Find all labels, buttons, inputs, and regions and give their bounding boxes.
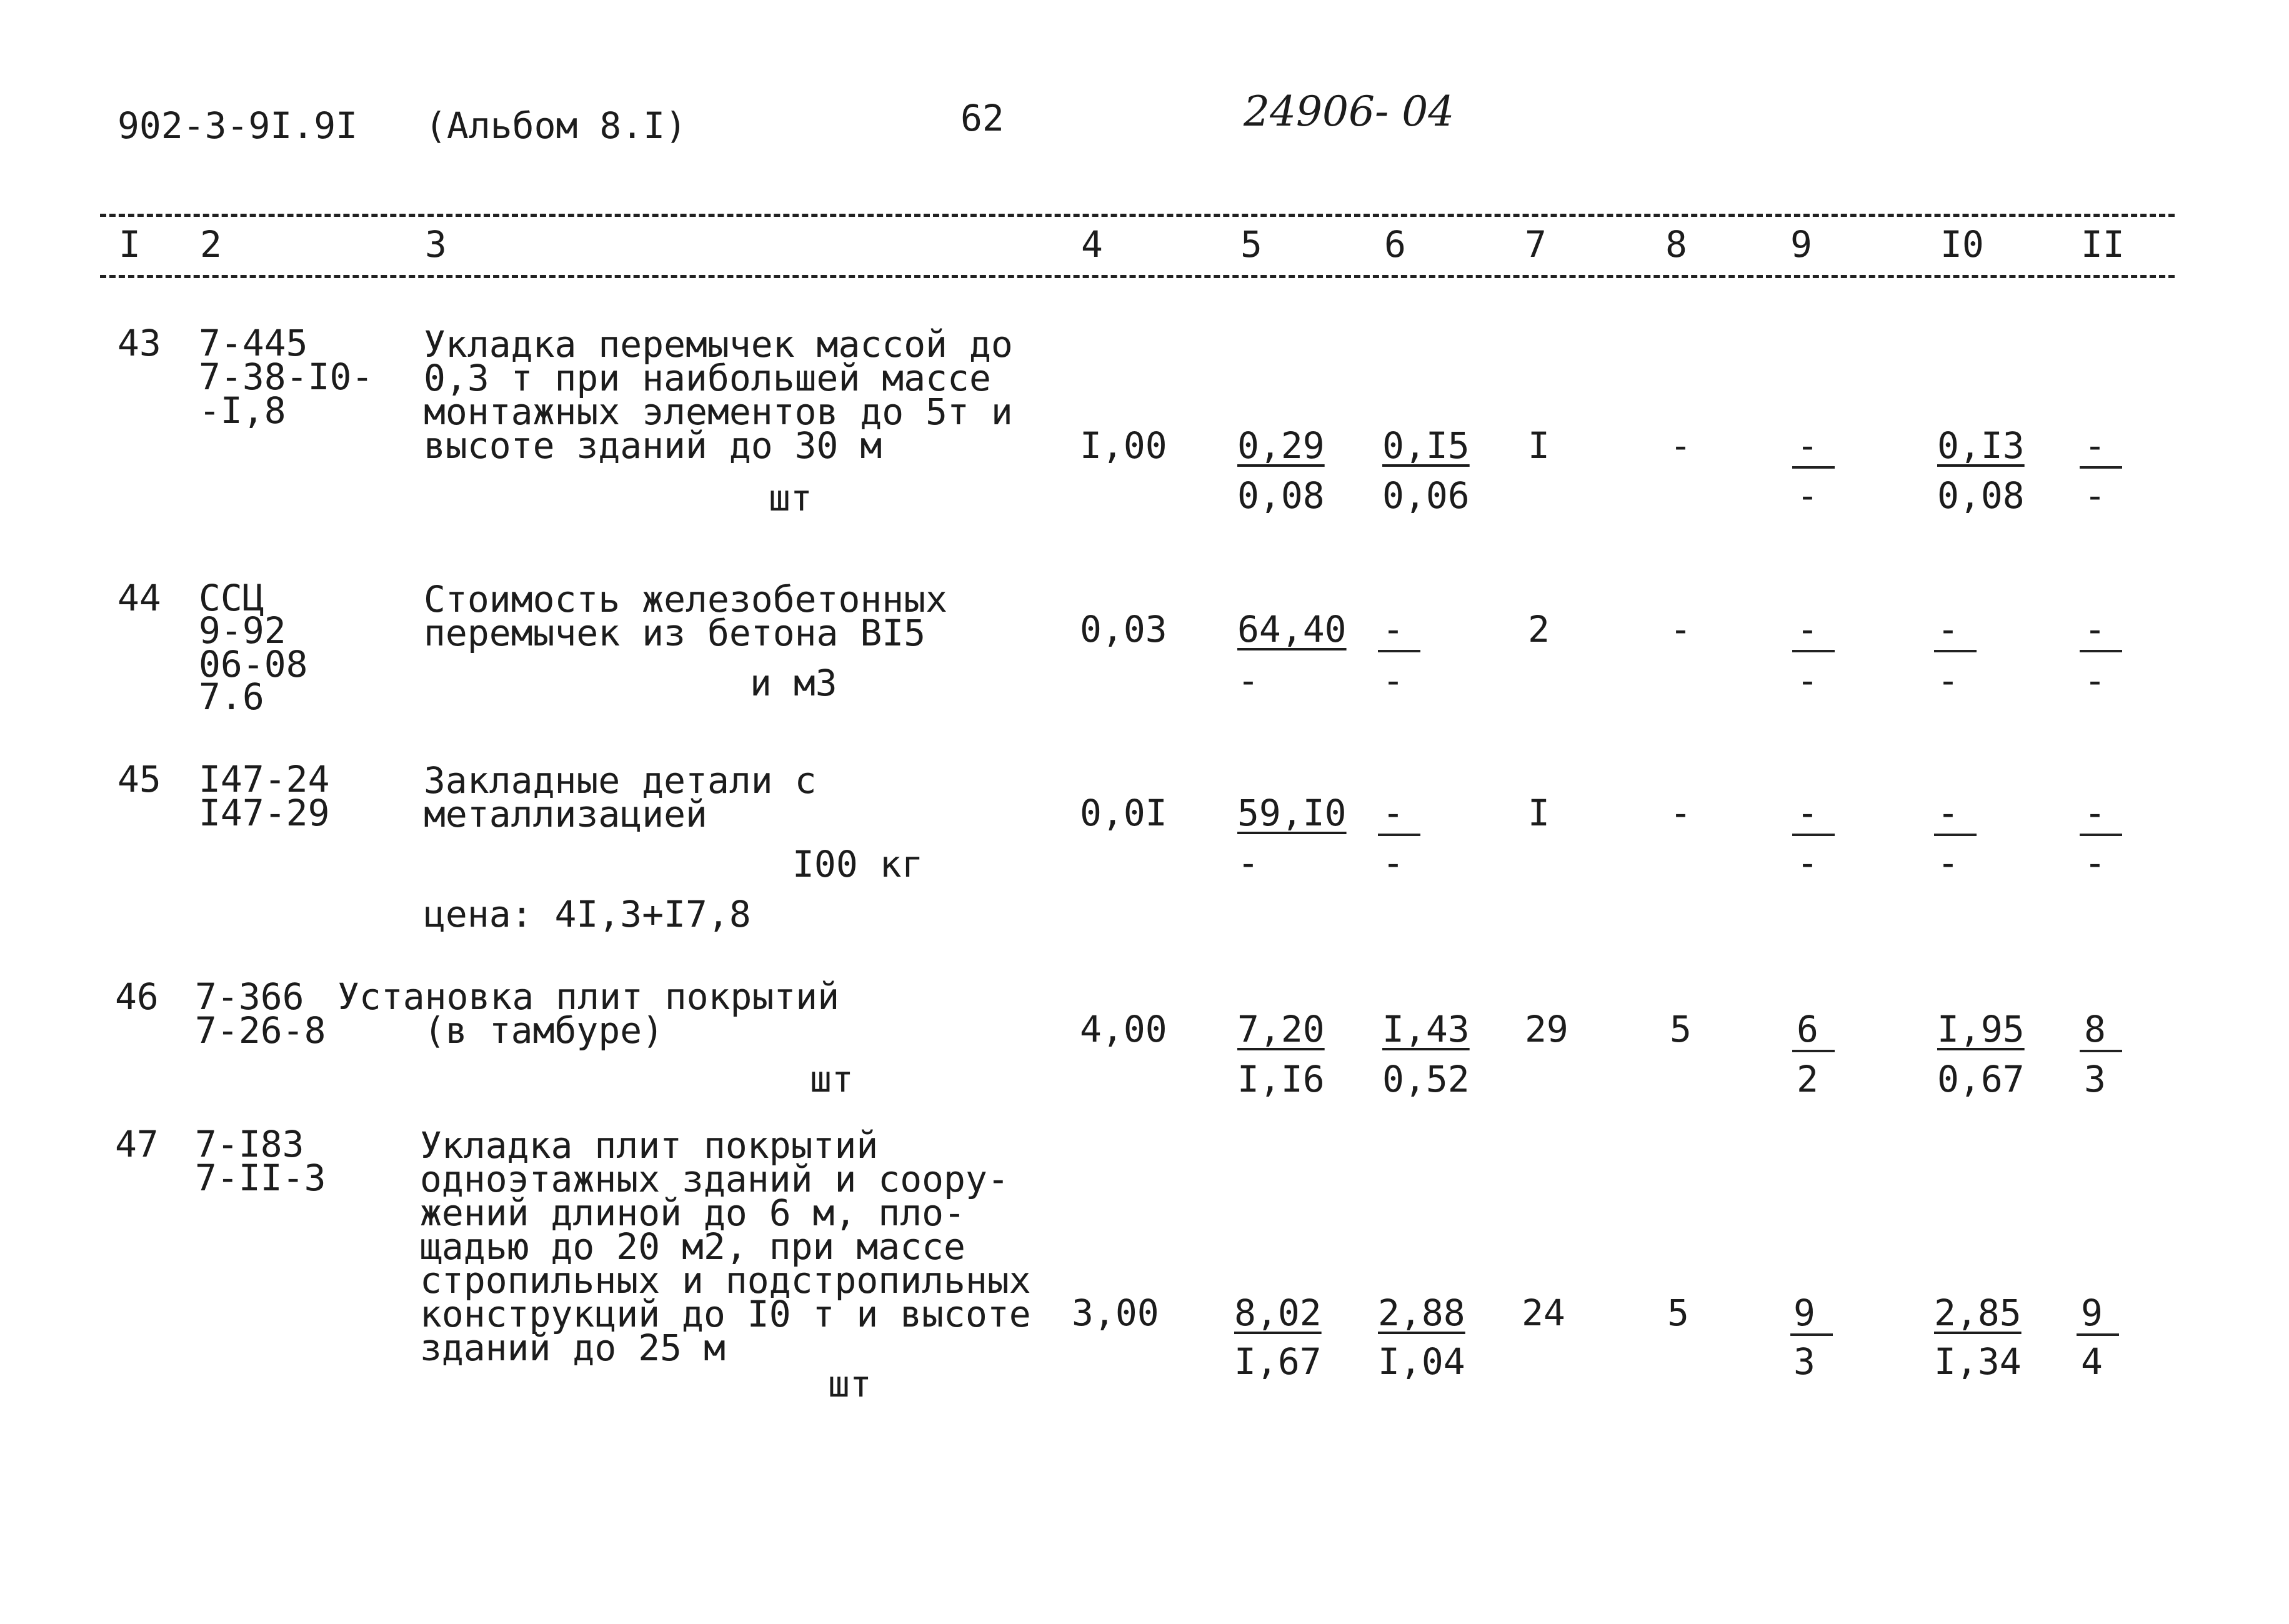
col5-top: 8,02 [1234,1292,1322,1334]
col-header-8: 8 [1665,223,1687,266]
col-header-2: 2 [200,223,222,266]
col6-bottom: - [1382,659,1404,702]
row-number: 44 [117,577,161,619]
unit: и м3 [750,662,837,704]
col9-fraction-line [1790,1333,1833,1336]
col10-top: - [1937,792,1959,834]
col7: 29 [1525,1008,1568,1050]
code-line: 7-445 [199,322,308,364]
col10-bottom: I,34 [1934,1340,2022,1383]
col11-top: 8 [2084,1008,2106,1050]
quantity: I,00 [1080,424,1167,467]
col11-bottom: - [2084,842,2106,884]
code-line: 06-08 [199,643,308,685]
col10-bottom: - [1937,842,1959,884]
col10-fraction-line [1934,834,1977,836]
col6-fraction-line [1378,650,1420,652]
quantity: 4,00 [1080,1008,1167,1050]
col6-bottom: 0,52 [1382,1058,1470,1100]
col5-bottom: - [1237,659,1259,702]
col-header-7: 7 [1525,223,1547,266]
code-line: ССЦ [199,577,264,619]
col11-top: 9 [2081,1292,2103,1334]
unit: шт [828,1363,872,1405]
col11-fraction-line [2077,1333,2119,1336]
col6-bottom: - [1382,842,1404,884]
col9-fraction-line [1792,650,1835,652]
col8: - [1670,608,1692,650]
description-line: щадью до 20 м2, при массе [420,1225,965,1268]
description-line: монтажных элементов до 5т и [424,391,1013,433]
description-line: Укладка плит покрытий [420,1124,879,1167]
col5-top: 64,40 [1237,608,1347,650]
col10-top: I,95 [1937,1008,2025,1050]
col11-fraction-line [2080,834,2122,836]
header-top-rule [100,214,2175,217]
col11-bottom: - [2084,659,2106,702]
description-line: Закладные детали с [424,759,817,802]
col-header-3: 3 [425,223,447,266]
col5-bottom: - [1237,842,1259,884]
col9-bottom: 3 [1793,1340,1815,1383]
col7: I [1528,424,1550,467]
page-number: 62 [960,97,1004,139]
col5-top: 7,20 [1237,1008,1325,1050]
code-line: 7-366 [195,975,304,1018]
code-line: 7-I83 [195,1123,304,1165]
description-line: Стоимость железобетонных [424,578,948,620]
col10-top: 2,85 [1934,1292,2022,1334]
col5-top: 0,29 [1237,424,1325,467]
col11-fraction-line [2080,650,2122,652]
description-line: (в тамбуре) [424,1009,664,1052]
quantity: 0,0I [1080,792,1167,834]
description-line: металлизацией [424,793,707,835]
col-header-9: 9 [1790,223,1812,266]
col6-bottom: 0,06 [1382,474,1470,517]
code-line: 7-II-3 [195,1157,326,1199]
col-header-11: II [2081,223,2125,266]
col9-top: 9 [1793,1292,1815,1334]
col8: - [1670,792,1692,834]
code-line: I47-24 [199,758,330,800]
description-line: Установка плит покрытий [337,975,840,1018]
unit: I00 кг [792,843,924,885]
col8: 5 [1670,1008,1692,1050]
col6-fraction-line [1378,834,1420,836]
col5-bottom: I,I6 [1237,1058,1325,1100]
col9-bottom: 2 [1797,1058,1818,1100]
col-header-4: 4 [1081,223,1103,266]
row-number: 43 [117,322,161,364]
col6-top: 2,88 [1378,1292,1465,1334]
col7: I [1528,792,1550,834]
col11-bottom: - [2084,474,2106,517]
description-line: конструкций до I0 т и высоте [420,1293,1031,1335]
quantity: 0,03 [1080,608,1167,650]
col9-bottom: - [1797,842,1818,884]
code-line: 9-92 [199,609,286,652]
col9-fraction-line [1792,466,1835,469]
col6-top: - [1382,608,1404,650]
code-line: 7.6 [199,675,264,718]
col9-bottom: - [1797,659,1818,702]
col5-top: 59,I0 [1237,792,1347,834]
col11-bottom: 4 [2081,1340,2103,1383]
col5-bottom: 0,08 [1237,474,1325,517]
col10-fraction-line [1934,650,1977,652]
col-header-10: I0 [1940,223,1984,266]
row-number: 45 [117,758,161,800]
unit: шт [810,1058,854,1100]
col6-top: - [1382,792,1404,834]
quantity: 3,00 [1072,1292,1159,1334]
unit: шт [769,477,812,519]
col-header-5: 5 [1240,223,1262,266]
col8: 5 [1667,1292,1689,1334]
album-label: (Альбом 8.I) [425,104,687,147]
col8: - [1670,424,1692,467]
description-line: стропильных и подстропильных [420,1259,1031,1302]
col9-bottom: - [1797,474,1818,517]
code-line: I47-29 [199,792,330,834]
row-number: 46 [115,975,159,1018]
description-line: зданий до 25 м [420,1327,726,1369]
col10-bottom: 0,67 [1937,1058,2025,1100]
col9-fraction-line [1792,1050,1835,1052]
col9-top: - [1797,424,1818,467]
col9-fraction-line [1792,834,1835,836]
col10-top: - [1937,608,1959,650]
description-line: Укладка перемычек массой до [424,323,1013,366]
col7: 24 [1522,1292,1565,1334]
code-line: -I,8 [199,389,286,432]
col7: 2 [1528,608,1550,650]
col10-bottom: - [1937,659,1959,702]
col11-fraction-line [2080,466,2122,469]
col11-top: - [2084,792,2106,834]
code-line: 7-26-8 [195,1009,326,1052]
col5-bottom: I,67 [1234,1340,1322,1383]
col11-bottom: 3 [2084,1058,2106,1100]
description-line: высоте зданий до 30 м [424,424,882,467]
description-line: 0,3 т при наибольшей массе [424,357,991,399]
description-line: жений длиной до 6 м, пло- [420,1192,965,1234]
col10-top: 0,I3 [1937,424,2025,467]
code-line: 7-38-I0- [199,356,374,398]
col6-bottom: I,04 [1378,1340,1465,1383]
col11-top: - [2084,608,2106,650]
col11-top: - [2084,424,2106,467]
col-header-1: I [119,223,141,266]
col9-top: - [1797,792,1818,834]
description-line: одноэтажных зданий и соору- [420,1158,1009,1200]
col11-fraction-line [2080,1050,2122,1052]
col9-top: - [1797,608,1818,650]
header-bottom-rule [100,275,2175,278]
description-line: перемычек из бетона BI5 [424,612,926,654]
col9-top: 6 [1797,1008,1818,1050]
handwritten-number: 24906- 04 [1244,87,1455,136]
col10-bottom: 0,08 [1937,474,2025,517]
price-note: цена: 4I,3+I7,8 [424,893,751,935]
col6-top: I,43 [1382,1008,1470,1050]
document-code: 902-3-9I.9I [117,104,358,147]
row-number: 47 [115,1123,159,1165]
col6-top: 0,I5 [1382,424,1470,467]
col-header-6: 6 [1384,223,1406,266]
